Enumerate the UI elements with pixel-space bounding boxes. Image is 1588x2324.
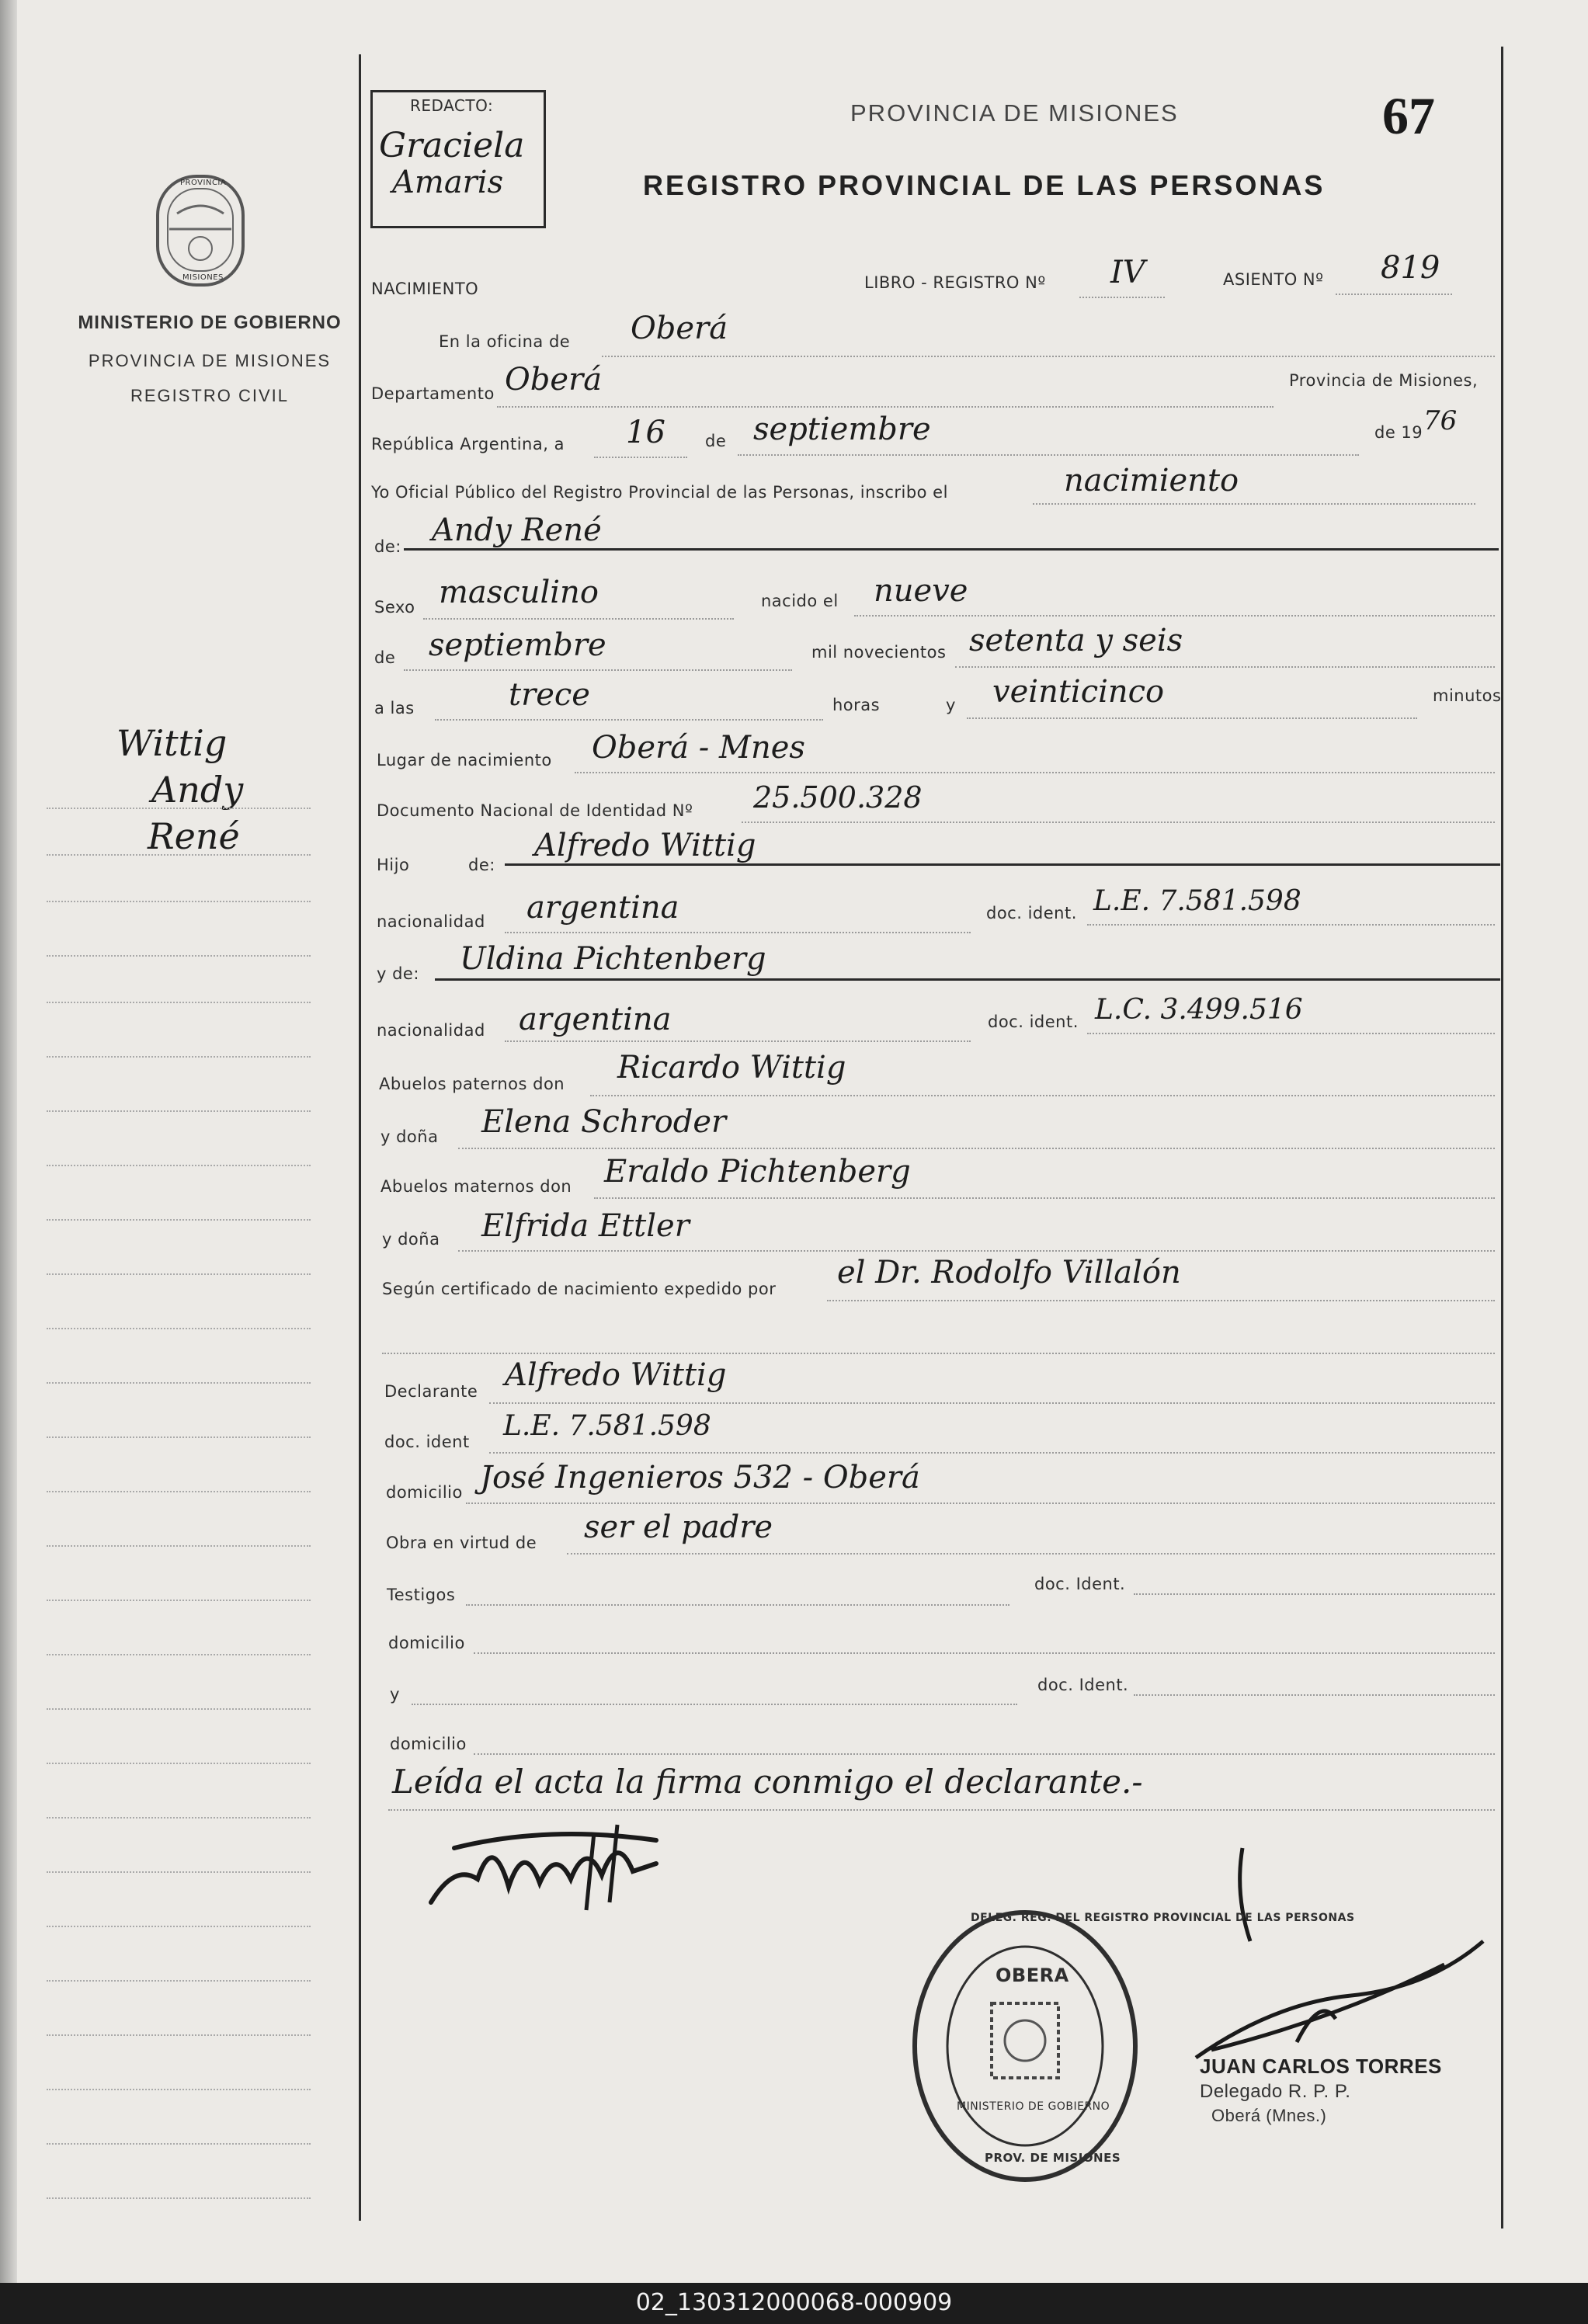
oficina-label: En la oficina de	[439, 332, 571, 351]
day-value: 16	[626, 415, 665, 450]
dotted-rule	[1079, 297, 1165, 298]
mes-value: septiembre	[429, 627, 606, 663]
hijo-label: Hijo	[377, 856, 410, 874]
margin-divider-line	[359, 54, 361, 2221]
dotted-rule	[489, 1452, 1495, 1454]
domicilio-testigo2-label: domicilio	[390, 1735, 467, 1753]
dotted-rule	[955, 666, 1495, 668]
abuela-paterna-value: Elena Schroder	[481, 1104, 727, 1140]
header-registry: REGISTRO PROVINCIAL DE LAS PERSONAS	[643, 169, 1326, 201]
dotted-rule	[1134, 1694, 1495, 1696]
dotted-rule	[474, 1753, 1495, 1755]
dotted-rule	[567, 1553, 1495, 1555]
month-value: septiembre	[753, 412, 931, 447]
dotted-rule	[602, 356, 1495, 357]
official-name: JUAN CARLOS TORRES	[1200, 2055, 1442, 2078]
mother-name-value: Uldina Pichtenberg	[460, 941, 766, 977]
obra-value: ser el padre	[584, 1509, 773, 1545]
margin-dotted-line	[47, 1165, 311, 1166]
dotted-rule	[466, 1604, 1009, 1606]
nacionalidad-father-label: nacionalidad	[377, 912, 485, 931]
seal-top-text: PROVINCIA	[180, 179, 227, 187]
child-name-value: Andy René	[432, 512, 602, 548]
dotted-rule	[1134, 1593, 1495, 1595]
seal-bottom-text: MISIONES	[182, 273, 224, 282]
lugar-value: Oberá - Mnes	[592, 730, 805, 766]
dotted-rule	[590, 1095, 1495, 1096]
dotted-rule	[505, 1040, 971, 1042]
segun-label: Según certificado de nacimiento expedido por	[382, 1280, 777, 1298]
stamp-center-top: OBERA	[996, 1964, 1069, 1986]
page-number: 67	[1382, 86, 1435, 145]
year-value: 76	[1423, 405, 1458, 436]
margin-dotted-line	[47, 2197, 311, 2199]
doc-father-value: L.E. 7.581.598	[1093, 885, 1301, 917]
registry-stamp	[905, 1902, 1145, 2190]
dotted-rule	[497, 406, 1274, 408]
lugar-label: Lugar de nacimiento	[377, 751, 552, 769]
doc-father-label: doc. ident.	[986, 904, 1077, 922]
margin-dotted-line	[47, 1002, 311, 1003]
dotted-rule	[435, 719, 823, 721]
abuelos-paternos-label: Abuelos paternos don	[379, 1075, 565, 1093]
minutos-label: minutos	[1433, 686, 1502, 705]
stamp-center-inner: MINISTERIO DE GOBIERNO	[957, 2100, 1110, 2113]
oficial-value: nacimiento	[1064, 463, 1239, 498]
minutos-value: veinticinco	[992, 674, 1165, 710]
doc-mother-label: doc. ident.	[988, 1013, 1079, 1031]
dotted-rule	[458, 1250, 1495, 1252]
margin-dotted-line	[47, 1817, 311, 1819]
margin-dotted-line	[47, 1382, 311, 1384]
margin-dotted-line	[47, 1056, 311, 1058]
solid-underline	[505, 863, 1500, 866]
ministry-registry: REGISTRO CIVIL	[130, 386, 290, 405]
segun-value: el Dr. Rodolfo Villalón	[837, 1255, 1181, 1291]
header-province: PROVINCIA DE MISIONES	[850, 99, 1179, 127]
closing-statement: Leída el acta la firma conmigo el declarante.-	[392, 1763, 1143, 1801]
ministry-title: MINISTERIO DE GOBIERNO	[78, 312, 342, 333]
margin-dotted-line	[47, 1273, 311, 1275]
dotted-rule	[458, 1148, 1495, 1149]
dotted-rule	[388, 1809, 1495, 1811]
sexo-value: masculino	[439, 575, 599, 610]
de-mes-label: de	[374, 648, 396, 667]
declarante-value: Alfredo Wittig	[505, 1357, 727, 1393]
alas-value: trece	[509, 677, 590, 713]
margin-dotted-line	[47, 2034, 311, 2036]
dotted-rule	[1336, 294, 1452, 295]
redacto-name-line1: Graciela	[379, 126, 525, 165]
redacto-label: REDACTO:	[410, 96, 494, 115]
margin-dotted-line	[47, 1980, 311, 1982]
dotted-rule	[967, 717, 1417, 719]
libro-label: LIBRO - REGISTRO Nº	[864, 273, 1046, 292]
margin-dotted-line	[47, 1328, 311, 1329]
oficina-value: Oberá	[631, 311, 728, 346]
sexo-label: Sexo	[374, 598, 415, 617]
dotted-rule	[827, 1300, 1495, 1301]
ministry-province: PROVINCIA DE MISIONES	[88, 351, 332, 370]
dotted-rule	[1087, 1033, 1495, 1034]
horas-label: horas	[832, 696, 881, 714]
year-label: de 19	[1374, 423, 1423, 442]
dotted-rule	[466, 1502, 1495, 1504]
asiento-value: 819	[1381, 250, 1440, 286]
margin-dotted-line	[47, 1110, 311, 1112]
dotted-rule	[423, 618, 734, 620]
margin-dotted-line	[47, 2143, 311, 2145]
margin-dotted-line	[47, 1871, 311, 1873]
margin-dotted-line	[47, 1600, 311, 1601]
margin-dotted-line	[47, 1654, 311, 1655]
departamento-label: Departamento	[371, 384, 495, 403]
dotted-rule	[594, 457, 687, 458]
declarante-label: Declarante	[384, 1382, 478, 1401]
domicilio-value: José Ingenieros 532 - Oberá	[480, 1460, 920, 1495]
stamp-ring-text: DELEG. REG. DEL REGISTRO PROVINCIAL DE LAS PERSONAS	[971, 1912, 1355, 1924]
abuela-paterna-label: y doña	[380, 1127, 439, 1146]
dotted-rule	[1087, 924, 1495, 926]
mil-label: mil novecientos	[811, 643, 947, 662]
dotted-rule	[854, 615, 1495, 617]
oficial-label: Yo Oficial Público del Registro Provincial de las Personas, inscribo el	[371, 483, 948, 502]
nacionalidad-father-value: argentina	[526, 890, 679, 926]
asiento-label: ASIENTO Nº	[1223, 270, 1324, 289]
margin-note-surname: Wittig	[116, 722, 228, 764]
margin-dotted-line	[47, 1491, 311, 1492]
margin-dotted-line	[47, 1708, 311, 1710]
record-type-label: NACIMIENTO	[371, 280, 479, 298]
domicilio-testigo1-label: domicilio	[388, 1634, 465, 1652]
alas-label: a las	[374, 699, 415, 717]
redacto-name-line2: Amaris	[392, 165, 504, 200]
margin-dotted-line	[47, 1763, 311, 1764]
dotted-rule	[738, 454, 1359, 456]
dotted-rule	[1033, 503, 1475, 505]
declarant-signature	[423, 1817, 687, 1933]
dotted-rule	[742, 822, 1495, 823]
margin-note-firstname: Andy	[151, 769, 244, 811]
de-label: de	[705, 432, 727, 450]
margin-dotted-line	[47, 1545, 311, 1547]
dotted-rule	[412, 1704, 1017, 1705]
dotted-rule	[474, 1652, 1495, 1654]
doc-ident-value: L.E. 7.581.598	[503, 1410, 711, 1442]
dotted-rule	[382, 1353, 1495, 1354]
doc-mother-value: L.C. 3.499.516	[1095, 994, 1303, 1026]
nacionalidad-mother-value: argentina	[519, 1002, 672, 1037]
margin-dotted-line	[47, 1219, 311, 1221]
margin-dotted-line	[47, 1436, 311, 1438]
abuelo-paterno-value: Ricardo Wittig	[617, 1050, 846, 1086]
name-label: de:	[374, 537, 401, 556]
dotted-rule	[575, 772, 1495, 773]
hijo-de-label: de:	[468, 856, 495, 874]
official-signature	[1180, 1840, 1506, 2073]
dni-label: Documento Nacional de Identidad Nº	[377, 801, 693, 820]
abuelo-materno-value: Eraldo Pichtenberg	[604, 1154, 911, 1190]
testigos-label: Testigos	[387, 1586, 456, 1604]
father-name-value: Alfredo Wittig	[534, 828, 756, 863]
stamp-bottom-text: PROV. DE MISIONES	[985, 2151, 1121, 2165]
margin-note-secondname: René	[148, 815, 240, 857]
y-label: y	[946, 696, 956, 714]
abuelos-maternos-label: Abuelos maternos don	[380, 1177, 572, 1196]
official-place: Oberá (Mnes.)	[1211, 2106, 1327, 2125]
provincia-label: Provincia de Misiones,	[1289, 371, 1479, 390]
solid-underline	[435, 978, 1500, 981]
departamento-value: Oberá	[505, 362, 603, 398]
libro-value: IV	[1110, 255, 1145, 290]
nacido-value: nueve	[874, 573, 968, 609]
doc-ident-label: doc. ident	[384, 1433, 470, 1451]
dotted-rule	[505, 932, 971, 933]
margin-dotted-line	[47, 2089, 311, 2090]
dni-value: 25.500.328	[753, 780, 923, 815]
official-title: Delegado R. P. P.	[1200, 2081, 1351, 2102]
testigos-doc-label: doc. Ident.	[1034, 1575, 1126, 1593]
obra-label: Obra en virtud de	[386, 1534, 537, 1552]
abuela-materna-value: Elfrida Ettler	[481, 1208, 690, 1244]
y-de-label: y de:	[377, 964, 419, 983]
domicilio-label: domicilio	[386, 1483, 463, 1502]
nacido-label: nacido el	[761, 592, 839, 610]
nacionalidad-mother-label: nacionalidad	[377, 1021, 485, 1040]
dotted-rule	[404, 669, 792, 671]
abuela-materna-label: y doña	[382, 1230, 440, 1249]
mil-value: setenta y seis	[969, 623, 1183, 658]
margin-dotted-line	[47, 901, 311, 902]
dotted-rule	[489, 1402, 1495, 1404]
margin-dotted-line	[47, 854, 311, 856]
solid-underline	[404, 548, 1499, 551]
republica-label: República Argentina, a	[371, 435, 565, 453]
image-filename: 02_130312000068-000909	[635, 2289, 953, 2316]
book-binding	[0, 0, 17, 2283]
dotted-rule	[594, 1197, 1495, 1199]
margin-dotted-line	[47, 1926, 311, 1927]
margin-dotted-line	[47, 955, 311, 957]
y-testigo2-label: y	[390, 1685, 400, 1704]
margin-dotted-line	[47, 808, 311, 809]
testigo2-doc-label: doc. Ident.	[1037, 1676, 1129, 1694]
